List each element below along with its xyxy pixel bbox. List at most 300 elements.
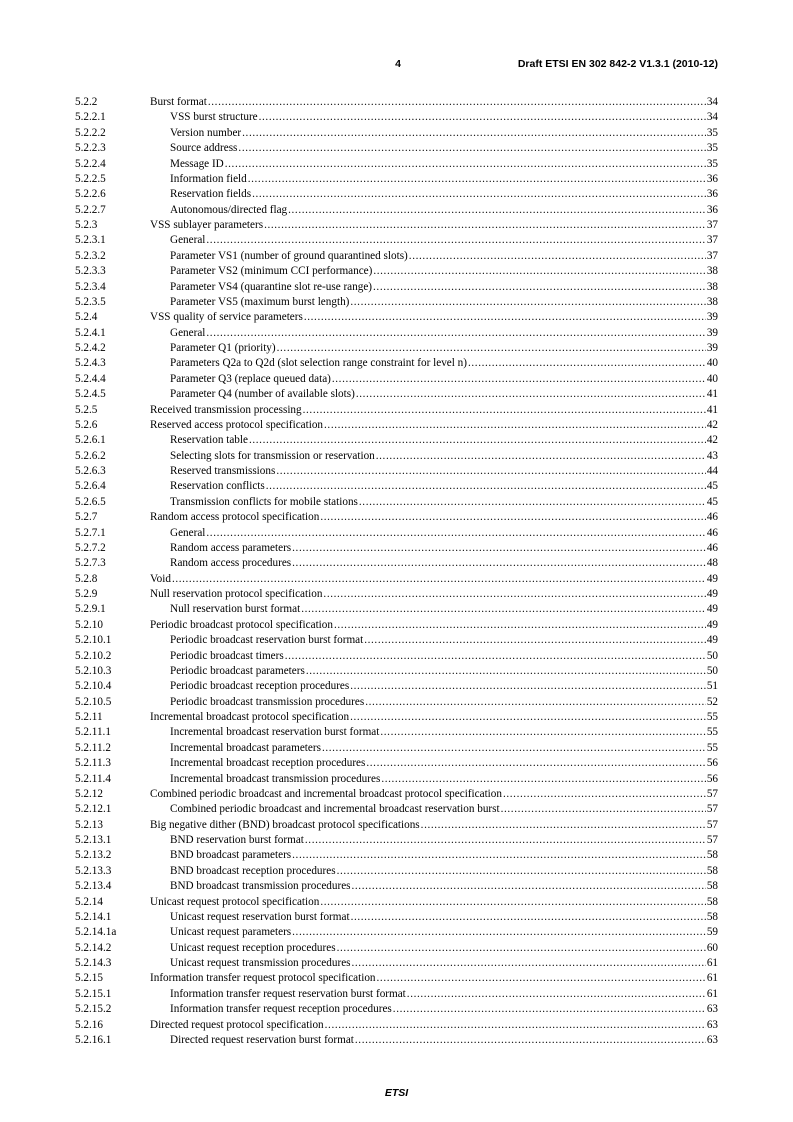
toc-entry-page: 37 [706, 234, 718, 247]
toc-entry-title: Parameter Q4 (number of available slots) [170, 388, 355, 401]
toc-entry-body [170, 203, 718, 218]
toc-entry-title: Combined periodic broadcast and incremental broadcast protocol specification [150, 787, 502, 800]
toc-entry-number: 5.2.4.1 [75, 326, 106, 339]
toc-entry-page: 41 [706, 388, 718, 401]
toc-dot-leader [292, 556, 706, 571]
toc-entry[interactable] [75, 833, 718, 848]
toc-entry-title: Reserved transmissions [170, 465, 276, 477]
toc-entry-page: 61 [706, 987, 718, 1000]
toc-entry-title: General [170, 234, 206, 247]
toc-dot-leader [351, 910, 706, 925]
toc-entry-page: 35 [706, 157, 718, 170]
toc-entry[interactable] [75, 387, 718, 402]
toc-entry-page: 46 [706, 541, 718, 554]
toc-entry-number: 5.2.6 [75, 418, 98, 431]
toc-entry-number: 5.2.7.1 [75, 526, 106, 539]
toc-entry[interactable] [75, 172, 718, 187]
toc-entry[interactable] [75, 203, 718, 218]
toc-entry-title: Periodic broadcast protocol specification [150, 618, 333, 631]
toc-dot-leader [323, 587, 705, 602]
toc-entry-title: Information transfer request protocol specification [150, 972, 376, 985]
toc-entry-body [170, 756, 718, 771]
toc-dot-leader [259, 110, 706, 125]
toc-entry-page: 63 [706, 1018, 718, 1031]
toc-entry-number: 5.2.2.1 [75, 111, 106, 124]
toc-entry-body [150, 787, 718, 802]
toc-entry-page: 61 [706, 972, 718, 985]
toc-entry-body [170, 433, 718, 448]
toc-entry-number: 5.2.10 [75, 618, 103, 631]
toc-entry-title: Directed request reservation burst format [170, 1033, 354, 1046]
toc-entry-number: 5.2.11 [75, 711, 103, 723]
toc-dot-leader [350, 710, 706, 725]
toc-dot-leader [208, 95, 706, 110]
toc-entry[interactable] [75, 864, 718, 879]
toc-entry-body [150, 218, 718, 233]
toc-dot-leader [242, 126, 706, 141]
toc-entry-title: Burst format [150, 96, 207, 108]
toc-entry-body [150, 310, 718, 325]
toc-entry-page: 58 [706, 895, 718, 908]
toc-entry-title: General [170, 326, 206, 339]
toc-entry-title: Parameter VS4 (quarantine slot re-use range) [170, 280, 373, 293]
toc-entry-title: Source address [170, 142, 238, 155]
toc-entry-page: 36 [706, 172, 718, 185]
toc-entry-page: 40 [706, 372, 718, 385]
toc-entry[interactable] [75, 941, 718, 956]
toc-entry[interactable] [75, 341, 718, 356]
toc-entry-page: 35 [706, 142, 718, 155]
toc-entry-page: 56 [706, 757, 718, 770]
toc-entry-number: 5.2.14.2 [75, 941, 112, 954]
toc-entry[interactable] [75, 879, 718, 894]
toc-entry-body [170, 956, 718, 971]
toc-entry-body [150, 572, 718, 587]
toc-entry-title: Message ID [170, 157, 224, 170]
toc-entry[interactable] [75, 679, 718, 694]
toc-entry-page: 49 [706, 603, 718, 616]
toc-entry-title: Parameter Q1 (priority) [170, 342, 276, 354]
toc-entry-title: Received transmission processing [150, 403, 302, 416]
toc-entry-page: 39 [706, 311, 718, 324]
toc-entry-body [170, 187, 718, 202]
toc-entry-number: 5.2.10.2 [75, 649, 112, 662]
toc-entry-title: Information transfer request reservation burst format [170, 987, 406, 1000]
toc-dot-leader [503, 787, 706, 802]
page-number: 4 [395, 58, 401, 70]
toc-entry-body [170, 233, 718, 248]
toc-dot-leader [292, 541, 706, 556]
toc-dot-leader [373, 264, 705, 279]
toc-entry-number: 5.2.10.5 [75, 695, 112, 708]
toc-entry-body [150, 95, 718, 110]
toc-entry-number: 5.2.14.3 [75, 957, 112, 969]
toc-entry-body [170, 1002, 718, 1017]
toc-entry-title: Information transfer request reception procedures [170, 1003, 392, 1016]
toc-entry-number: 5.2.13.1 [75, 834, 112, 846]
toc-dot-leader [276, 464, 705, 479]
toc-entry-page: 58 [706, 849, 718, 862]
toc-dot-leader [376, 449, 706, 464]
toc-entry[interactable] [75, 664, 718, 679]
toc-entry-page: 43 [706, 449, 718, 462]
toc-entry-number: 5.2.6.3 [75, 465, 106, 477]
toc-entry[interactable] [75, 725, 718, 740]
toc-entry-number: 5.2.2 [75, 96, 98, 108]
toc-entry-page: 37 [706, 249, 718, 262]
toc-dot-leader [356, 387, 706, 402]
toc-dot-leader [364, 633, 706, 648]
toc-entry-page: 45 [706, 495, 718, 508]
toc-entry[interactable] [75, 895, 718, 910]
toc-entry-title: BND broadcast transmission procedures [170, 880, 351, 893]
toc-entry[interactable] [75, 403, 718, 418]
toc-entry[interactable] [75, 526, 718, 541]
toc-entry-number: 5.2.4.2 [75, 342, 106, 354]
toc-entry[interactable] [75, 157, 718, 172]
toc-dot-leader [337, 941, 706, 956]
toc-entry[interactable] [75, 356, 718, 371]
toc-entry-page: 38 [706, 265, 718, 278]
toc-entry-page: 58 [706, 880, 718, 893]
toc-entry[interactable] [75, 772, 718, 787]
toc-entry[interactable] [75, 987, 718, 1002]
toc-entry-number: 5.2.5 [75, 403, 98, 416]
toc-entry-number: 5.2.12.1 [75, 803, 112, 816]
toc-entry-body [170, 541, 718, 556]
toc-entry[interactable] [75, 818, 718, 833]
toc-entry-title: Unicast request reception procedures [170, 941, 336, 954]
toc-entry[interactable] [75, 971, 718, 986]
toc-entry-body [170, 295, 718, 310]
toc-entry[interactable] [75, 433, 718, 448]
toc-entry[interactable] [75, 141, 718, 156]
toc-entry-title: Autonomous/directed flag [170, 203, 288, 216]
toc-entry-body [170, 464, 718, 479]
toc-entry-number: 5.2.2.3 [75, 142, 106, 155]
footer-etsi: ETSI [384, 1087, 409, 1099]
toc-entry-number: 5.2.2.7 [75, 203, 106, 216]
toc-entry[interactable] [75, 695, 718, 710]
toc-entry-title: Parameter VS5 (maximum burst length) [170, 295, 350, 308]
toc-entry-page: 41 [706, 403, 718, 416]
toc-dot-leader [206, 526, 705, 541]
toc-dot-leader [407, 987, 706, 1002]
toc-entry-title: VSS sublayer parameters [150, 219, 264, 231]
toc-entry[interactable] [75, 741, 718, 756]
toc-entry-number: 5.2.14.1 [75, 910, 112, 923]
toc-entry-page: 57 [706, 834, 718, 846]
toc-entry[interactable] [75, 618, 718, 633]
toc-entry-body [170, 264, 718, 279]
toc-entry-title: Unicast request parameters [170, 926, 292, 939]
toc-entry[interactable] [75, 110, 718, 125]
toc-entry-page: 55 [706, 711, 718, 723]
toc-entry-number: 5.2.4.3 [75, 357, 106, 370]
toc-entry-number: 5.2.4.5 [75, 388, 106, 401]
document-title: Draft ETSI EN 302 842-2 V1.3.1 (2010-12) [517, 58, 718, 70]
toc-entry[interactable] [75, 587, 718, 602]
toc-entry[interactable] [75, 1033, 718, 1048]
toc-entry-page: 39 [706, 326, 718, 339]
toc-entry-number: 5.2.13 [75, 818, 103, 831]
toc-entry[interactable] [75, 602, 718, 617]
toc-entry-page: 39 [706, 342, 718, 354]
toc-entry-page: 50 [706, 664, 718, 677]
toc-entry-page: 50 [706, 649, 718, 662]
toc-entry-page: 34 [706, 111, 718, 124]
toc-entry-number: 5.2.11.2 [75, 741, 111, 754]
toc-entry-body [170, 249, 718, 264]
toc-entry[interactable] [75, 295, 718, 310]
toc-dot-leader [393, 1002, 706, 1017]
toc-entry-title: BND reservation burst format [170, 834, 304, 846]
toc-entry-number: 5.2.3.2 [75, 249, 106, 262]
toc-entry-title: BND broadcast reception procedures [170, 864, 336, 877]
toc-entry[interactable] [75, 218, 718, 233]
toc-entry-body [170, 1033, 718, 1048]
toc-entry-number: 5.2.15.1 [75, 987, 112, 1000]
toc-entry-body [150, 1018, 718, 1033]
toc-entry[interactable] [75, 1018, 718, 1033]
toc-entry-body [170, 802, 718, 817]
toc-entry[interactable] [75, 464, 718, 479]
toc-entry-number: 5.2.11.3 [75, 757, 111, 770]
toc-entry-page: 38 [706, 280, 718, 293]
toc-entry-title: Periodic broadcast parameters [170, 664, 305, 677]
toc-entry-number: 5.2.13.4 [75, 880, 112, 893]
toc-entry[interactable] [75, 925, 718, 940]
toc-dot-leader [238, 141, 705, 156]
toc-dot-leader [266, 479, 706, 494]
toc-entry-title: Unicast request reservation burst format [170, 910, 350, 923]
toc-entry-body [170, 110, 718, 125]
toc-dot-leader [421, 818, 706, 833]
toc-entry[interactable] [75, 479, 718, 494]
toc-entry-number: 5.2.2.4 [75, 157, 106, 170]
toc-entry-body [170, 649, 718, 664]
toc-entry[interactable] [75, 372, 718, 387]
toc-entry-page: 57 [706, 818, 718, 831]
toc-dot-leader [225, 157, 706, 172]
toc-entry-body [170, 772, 718, 787]
toc-entry-title: Directed request protocol specification [150, 1018, 324, 1031]
toc-entry-title: Null reservation burst format [170, 603, 301, 616]
toc-entry-number: 5.2.10.4 [75, 680, 112, 693]
toc-entry-number: 5.2.6.1 [75, 434, 106, 447]
toc-dot-leader [334, 618, 706, 633]
toc-dot-leader [352, 879, 706, 894]
toc-entry-title: Unicast request protocol specification [150, 895, 320, 908]
toc-entry-body [170, 280, 718, 295]
toc-entry-number: 5.2.6.2 [75, 449, 106, 462]
toc-entry-body [170, 526, 718, 541]
toc-entry-body [170, 172, 718, 187]
toc-entry-title: VSS burst structure [170, 111, 258, 124]
toc-entry-number: 5.2.2.5 [75, 172, 106, 185]
toc-entry-number: 5.2.3.3 [75, 265, 106, 278]
toc-entry-body [170, 925, 718, 940]
toc-entry[interactable] [75, 249, 718, 264]
toc-entry-number: 5.2.15 [75, 972, 103, 985]
toc-entry-page: 59 [706, 926, 718, 939]
toc-entry[interactable] [75, 802, 718, 817]
toc-entry-title: Combined periodic broadcast and incremental broadcast reservation burst [170, 803, 500, 816]
toc-entry-title: Incremental broadcast reservation burst format [170, 726, 380, 739]
toc-entry-number: 5.2.7 [75, 511, 98, 524]
toc-entry[interactable] [75, 956, 718, 971]
toc-entry-title: Void [150, 572, 171, 585]
toc-entry-page: 57 [706, 803, 718, 816]
toc-entry-body [170, 864, 718, 879]
toc-entry-body [150, 587, 718, 602]
toc-entry-title: Parameter VS2 (minimum CCI performance) [170, 265, 373, 278]
toc-entry[interactable] [75, 495, 718, 510]
toc-dot-leader [304, 310, 706, 325]
toc-entry-body [170, 479, 718, 494]
toc-entry-body [170, 679, 718, 694]
toc-dot-leader [292, 925, 706, 940]
toc-dot-leader [350, 679, 706, 694]
toc-entry[interactable] [75, 710, 718, 725]
toc-dot-leader [337, 864, 706, 879]
toc-dot-leader [365, 695, 706, 710]
toc-entry-page: 57 [706, 787, 718, 800]
toc-entry-body [170, 449, 718, 464]
toc-entry[interactable] [75, 95, 718, 110]
toc-entry-body [170, 372, 718, 387]
toc-entry-number: 5.2.2.2 [75, 126, 106, 139]
toc-entry-title: Reserved access protocol specification [150, 418, 324, 431]
toc-entry-number: 5.2.10.3 [75, 664, 112, 677]
table-of-contents [75, 95, 718, 1048]
toc-entry-title: Incremental broadcast transmission procedures [170, 772, 381, 785]
toc-entry-number: 5.2.11.1 [75, 726, 111, 739]
toc-entry-body [170, 341, 718, 356]
toc-entry-number: 5.2.6.4 [75, 480, 106, 493]
toc-entry-body [170, 326, 718, 341]
toc-entry[interactable] [75, 848, 718, 863]
toc-entry-body [150, 418, 718, 433]
toc-dot-leader [249, 433, 706, 448]
toc-dot-leader [252, 187, 706, 202]
toc-entry[interactable] [75, 187, 718, 202]
toc-entry-title: Parameters Q2a to Q2d (slot selection range constraint for level n) [170, 357, 467, 370]
toc-dot-leader [325, 1018, 706, 1033]
toc-entry-title: VSS quality of service parameters [150, 311, 303, 324]
toc-entry-number: 5.2.10.1 [75, 634, 112, 647]
toc-entry-number: 5.2.13.2 [75, 849, 112, 862]
toc-entry[interactable] [75, 126, 718, 141]
toc-entry-body [150, 818, 718, 833]
toc-entry-number: 5.2.6.5 [75, 495, 106, 508]
toc-entry-number: 5.2.13.3 [75, 864, 112, 877]
toc-entry-page: 49 [706, 572, 718, 585]
toc-entry[interactable] [75, 449, 718, 464]
toc-entry[interactable] [75, 572, 718, 587]
toc-dot-leader [248, 172, 706, 187]
toc-entry-body [170, 126, 718, 141]
toc-entry-body [170, 941, 718, 956]
toc-entry-body [150, 403, 718, 418]
toc-entry-page: 63 [706, 1033, 718, 1046]
toc-entry-body [170, 387, 718, 402]
toc-entry-title: Periodic broadcast timers [170, 649, 284, 662]
toc-entry-title: Random access protocol specification [150, 511, 320, 524]
toc-entry[interactable] [75, 541, 718, 556]
toc-entry[interactable] [75, 326, 718, 341]
toc-dot-leader [264, 218, 706, 233]
toc-entry[interactable] [75, 756, 718, 771]
toc-entry-title: Parameter VS1 (number of ground quarantined slots) [170, 249, 408, 262]
toc-entry-title: Big negative dither (BND) broadcast protocol specifications [150, 818, 420, 831]
toc-dot-leader [206, 326, 705, 341]
toc-entry-body [170, 987, 718, 1002]
toc-entry[interactable] [75, 910, 718, 925]
toc-entry-body [150, 510, 718, 525]
toc-entry[interactable] [75, 280, 718, 295]
toc-dot-leader [324, 418, 706, 433]
toc-entry[interactable] [75, 418, 718, 433]
toc-entry-title: Incremental broadcast parameters [170, 741, 321, 754]
toc-entry-body [170, 157, 718, 172]
toc-entry-title: Incremental broadcast reception procedures [170, 757, 366, 770]
toc-entry-body [170, 879, 718, 894]
toc-dot-leader [292, 848, 706, 863]
toc-dot-leader [301, 602, 706, 617]
toc-entry[interactable] [75, 310, 718, 325]
toc-entry[interactable] [75, 787, 718, 802]
toc-entry-body [170, 833, 718, 848]
toc-entry[interactable] [75, 633, 718, 648]
toc-entry[interactable] [75, 233, 718, 248]
toc-entry-body [170, 141, 718, 156]
toc-entry-page: 37 [706, 219, 718, 231]
toc-entry-number: 5.2.4.4 [75, 372, 106, 385]
toc-entry[interactable] [75, 556, 718, 571]
toc-entry-page: 51 [706, 680, 718, 693]
toc-dot-leader [172, 572, 706, 587]
toc-entry-number: 5.2.15.2 [75, 1003, 112, 1016]
toc-entry-body [170, 848, 718, 863]
toc-entry-body [150, 895, 718, 910]
toc-entry-number: 5.2.16.1 [75, 1033, 112, 1046]
toc-entry-page: 40 [706, 357, 718, 370]
toc-entry[interactable] [75, 264, 718, 279]
toc-dot-leader [377, 971, 706, 986]
toc-entry-body [170, 602, 718, 617]
toc-entry-body [150, 710, 718, 725]
toc-entry-page: 45 [706, 480, 718, 493]
toc-dot-leader [306, 664, 706, 679]
toc-entry[interactable] [75, 510, 718, 525]
toc-dot-leader [352, 956, 706, 971]
toc-entry-page: 38 [706, 295, 718, 308]
toc-entry-title: Incremental broadcast protocol specification [150, 711, 350, 723]
toc-dot-leader [277, 341, 706, 356]
toc-dot-leader [366, 756, 705, 771]
toc-entry-title: Transmission conflicts for mobile stations [170, 495, 358, 508]
toc-entry-page: 58 [706, 864, 718, 877]
toc-entry-number: 5.2.3.4 [75, 280, 106, 293]
toc-entry-title: Periodic broadcast transmission procedures [170, 695, 365, 708]
toc-entry[interactable] [75, 1002, 718, 1017]
toc-entry[interactable] [75, 649, 718, 664]
toc-dot-leader [322, 741, 706, 756]
toc-entry-page: 56 [706, 772, 718, 785]
toc-entry-body [170, 664, 718, 679]
toc-entry-title: BND broadcast parameters [170, 849, 292, 862]
